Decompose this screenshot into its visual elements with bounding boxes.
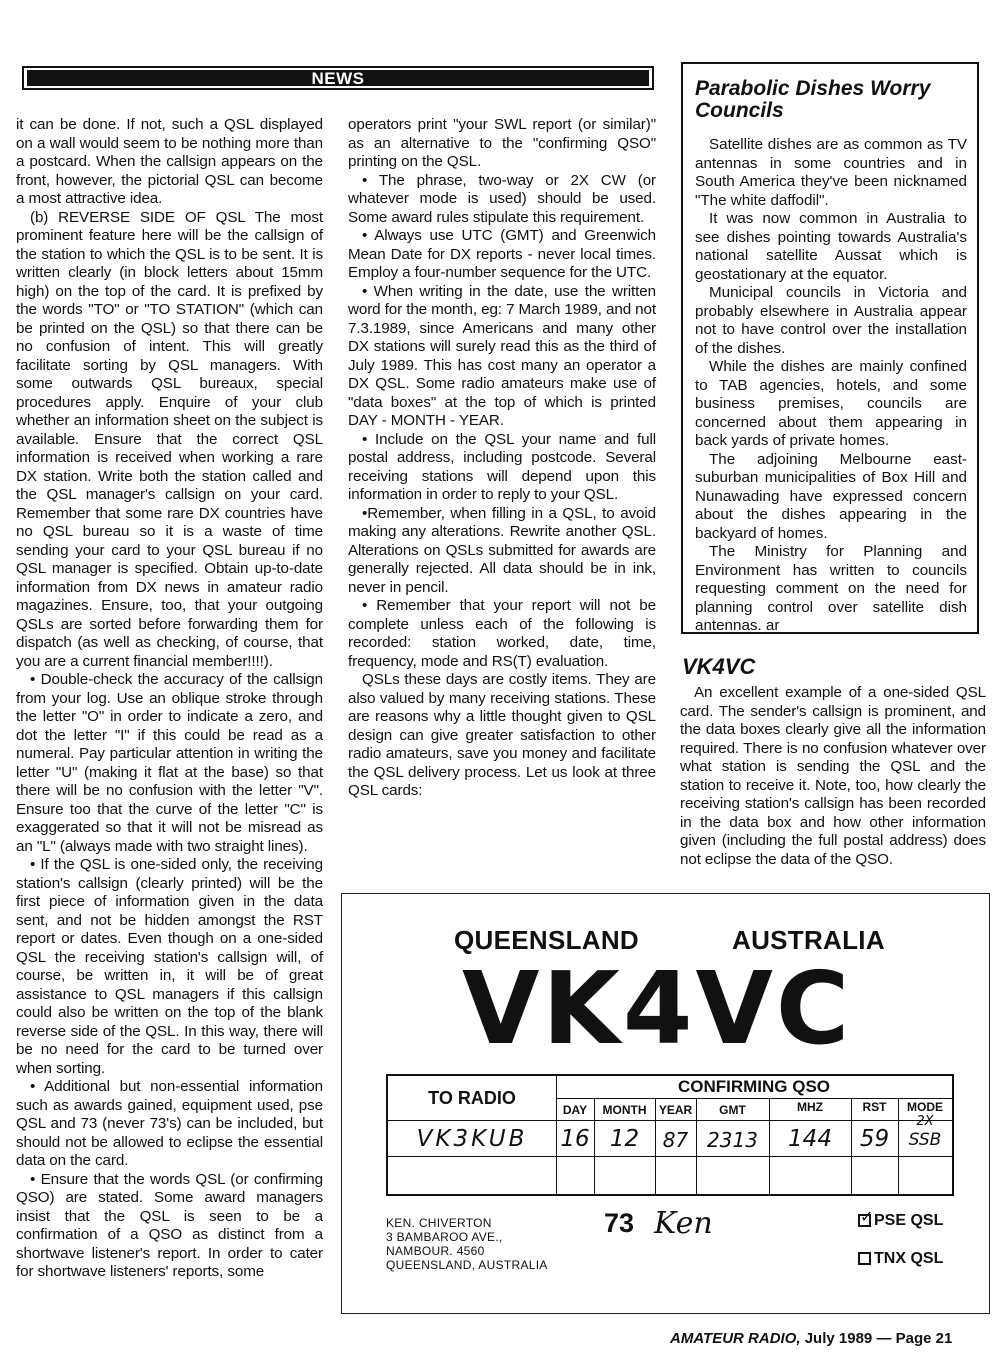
qsl-place-right: AUSTRALIA [732,925,885,955]
article-paragraph: • Double-check the accuracy of the callsign from your log. Use an oblique stroke through the letter "O" in order to indicate a zero, and dot the letter "I" if this could be read as a numeral. Pay particular attention in writing the letter "U" (making it flat at the base) so that there will be no confusion with the letter "V". Ensure too that the curve of the letter "C" is exaggerated so that it will not be misread as an "L" (always made with two straight lines). [16,671,323,855]
article-paragraph: operators print "your SWL report (or similar)" as an alternative to the "confirming QSO" printing on the QSL. [348,116,656,170]
sidebar-body [695,136,967,636]
sidebar-paragraph: Municipal councils in Victoria and probably elsewhere in Australia appear not to have control over the installation of the dishes. [695,284,967,357]
qsl-data-table [386,1074,954,1196]
to-radio-label: TO RADIO [428,1088,516,1108]
hw-to-radio: VK3KUB [416,1126,528,1152]
article-paragraph: • The phrase, two-way or 2X CW (or whatever mode is used) should be used. Some award rules stipulate this requirement. [348,171,656,226]
address-line: NAMBOUR. 4560 [386,1244,485,1258]
footer-issue: July 1989 — Page 21 [804,1330,953,1347]
article-paragraph: • Always use UTC (GMT) and Greenwich Mean Date for DX reports - never local times. Employ a four-number sequence for the UTC. [348,227,656,281]
checked-box-icon: ✓ [860,1209,874,1226]
qsl-card [341,893,990,1314]
sidebar-box [681,62,979,634]
article-paragraph: • Additional but non-essential information such as awards gained, equipment used, pse QSL and 73 (never 73's) can be included, but should not be allowed to eclipse the essential data on the card. [16,1078,323,1169]
address-line: QUEENSLAND, AUSTRALIA [386,1258,548,1272]
col-year: YEAR [658,1103,693,1117]
article-paragraph: • When writing in the date, use the written word for the month, eg: 7 March 1989, and not 7.3.1989, since Americans and many other DX stations will surely read this as the third of July 1989. This has cost many an operator a DX QSL. Some radio amateurs make use of "data boxes" at the top of which is printed DAY - MONTH - YEAR. [348,282,656,429]
address-line: KEN. CHIVERTON [386,1216,492,1230]
article-paragraph: QSLs these days are costly items. They are also valued by many receiving stations. These are reasons why a little thought given to QSL design can give greater satisfaction to other radio amateurs, save you money and facilitate the QSL delivery process. Let us look at three QSL cards: [348,671,656,799]
sidebar-title: Parabolic Dishes Worry Councils [695,77,931,122]
hw-gmt: 2313 [707,1128,758,1152]
hw-month: 12 [609,1126,640,1152]
footer-magazine: AMATEUR RADIO, [670,1330,801,1347]
pse-qsl-row [858,1209,944,1230]
hw-day: 16 [560,1126,590,1152]
address-line: 3 BAMBAROO AVE., [386,1230,503,1244]
vk4vc-heading: VK4VC [682,654,756,679]
col-rst: RST [862,1100,887,1114]
qsl-sender-address [386,1216,548,1272]
hw-mode: SSB [908,1130,942,1150]
section-title: NEWS [27,70,649,86]
article-paragraph: •Remember, when filling in a QSL, to avoid making any alterations. Rewrite another QSL. Alterations on QSLs submitted for awards are generally rejected. All data should be in ink, never in pencil. [348,504,656,596]
article-paragraph: • Include on the QSL your name and full postal address, including postcode. Several receiving stations will depend upon this information in order to reply to your QSL. [348,430,656,503]
confirming-qso-label: CONFIRMING QSO [677,1077,831,1096]
tnx-qsl-label: TNX QSL [874,1250,944,1267]
pse-qsl-label: PSE QSL [874,1212,944,1229]
col-mode: MODE [907,1100,943,1114]
col-month: MONTH [602,1103,647,1117]
sidebar-paragraph: The Ministry for Planning and Environment has written to councils requesting comment on the need for planning control over satellite dish antennas. ar [695,543,967,634]
signoff-73: 73 [604,1208,635,1238]
col-day: DAY [562,1103,588,1117]
hw-rst: 59 [859,1126,890,1152]
article-paragraph: • Ensure that the words QSL (or confirming QSO) are stated. Some award managers insist that the QSL is seen to be a confirmation of a QSO as distinct from a shortwave listener's report. In order to cater for shortwave listeners' reports, some [16,1170,323,1280]
col-mhz: MHZ [797,1100,823,1114]
qsl-callsign: VK4VC [462,950,853,1067]
vk4vc-paragraph: An excellent example of a one-sided QSL card. The sender's callsign is prominent, and the data boxes clearly give all the information required. There is no confusion whatever over what station is sending the QSL and the station to receive it. Note, too, how clearly the receiving station's callsign has been recorded in the data box and how other information given (including the full postal address) does not eclipse the data of the QSO. [680,684,986,868]
col-gmt: GMT [719,1103,746,1117]
sidebar-paragraph: It was now common in Australia to see dishes pointing towards Australia's national satellite Aussat which is geostationary at the equator. [695,210,967,283]
sidebar-paragraph: While the dishes are mainly confined to TAB agencies, hotels, and some business premises, councils are concerned about them appearing in back yards of private homes. [695,358,967,449]
section-banner [22,66,654,90]
hw-mode-top: 2X [916,1114,934,1129]
tnx-qsl-row [858,1250,943,1268]
handwritten-signature: Ken [654,1206,713,1241]
article-column-1 [16,116,323,1282]
hw-mhz: 144 [788,1126,832,1152]
empty-box-icon [858,1252,871,1265]
sidebar-paragraph: Satellite dishes are as common as TV antennas in some countries and in South America they've been nicknamed "The white daffodil". [695,136,967,209]
vk4vc-body [680,684,986,869]
sidebar-paragraph: The adjoining Melbourne east-suburban municipalities of Box Hill and Nunawading have expressed concern about the dishes appearing in the backyard of homes. [695,450,967,542]
hw-year: 87 [662,1128,689,1152]
article-paragraph: • If the QSL is one-sided only, the receiving station's callsign (clearly printed) will be the first piece of information given in the data sent, and not be hidden amongst the RST report or dates. Even though on a one-sided QSL the receiving station's callsign will, of course, be written in, it will be of great assistance to QSL managers if this callsign could also be written on the top of the blank reverse side of the QSL. In this way, there will be no need for the card to be turned over when sorting. [16,856,323,1077]
article-paragraph: it can be done. If not, such a QSL displayed on a wall would seem to be nothing more than a postcard. When the callsign appears on the front, however, the pictorial QSL can become a most attractive idea. [16,116,323,207]
article-paragraph: • Remember that your report will not be complete unless each of the following is recorded: station worked, date, time, frequency, mode and RS(T) evaluation. [348,597,656,670]
article-column-2 [348,116,656,801]
article-paragraph: (b) REVERSE SIDE OF QSL The most prominent feature here will be the callsign of the station to which the QSL is to be sent. It is written clearly (in block letters about 15mm high) on the top of the card. It is prefixed by the words "TO" or "TO STATION" (which can be printed on the QSL) so that there can be no confusion of intent. This will greatly facilitate sorting by QSL managers. With some outwards QSL bureaux, special procedures apply. Enquire of your club whether an information sheet on the subject is available. Ensure that the correct QSL information is received when working a rare DX station. Write both the station called and the QSL manager's callsign on your card. Remember that some rare DX countries have no QSL bureau so it is a waste of time sending your card to your QSL bureau if no QSL manager is specified. Obtain up-to-date information from DX news in amateur radio magazines. Ensure, too, that your outgoing QSLs are sorted before forwarding them for dispatch (as well as checking, of course, that you are a current financial member!!!!). [16,208,323,670]
page-footer [670,1330,952,1347]
qsl-place-left: QUEENSLAND [454,925,640,955]
